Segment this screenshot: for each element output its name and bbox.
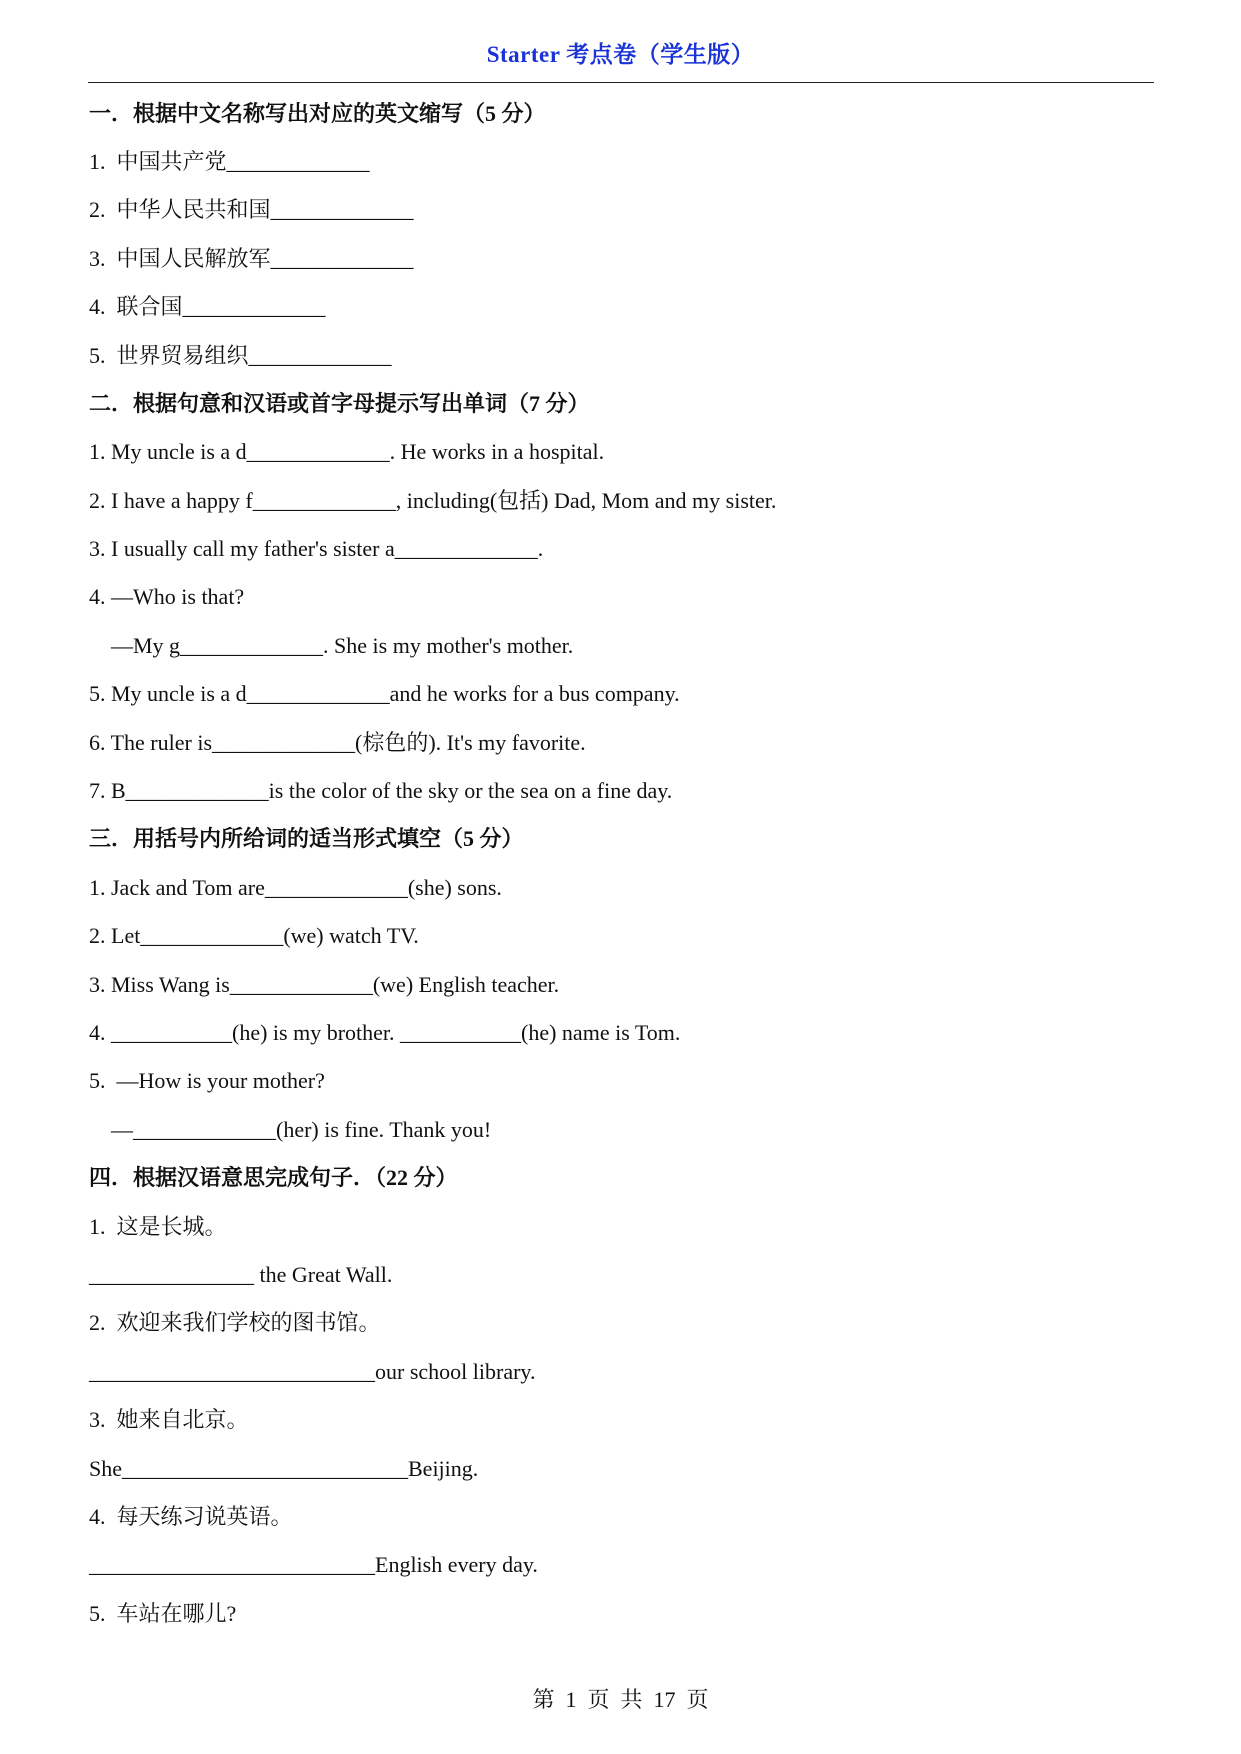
page-header: Starter 考点卷（学生版） [486,42,755,67]
section-1-item-3: 3. 中国人民解放军_____________ [89,246,414,271]
section-4-item-3-answer: She__________________________Beijing. [89,1456,479,1481]
section-2-item-5: 5. My uncle is a d_____________and he works for a bus company. [89,681,680,706]
header-rule [88,82,1154,83]
section-4-item-5: 5. 车站在哪儿? [89,1601,237,1626]
section-2-item-1: 1. My uncle is a d_____________. He works in a hospital. [89,439,605,464]
section-4-item-4: 4. 每天练习说英语。 [89,1504,293,1529]
section-3-item-1: 1. Jack and Tom are_____________(she) sons. [89,875,502,900]
section-3-item-5: 5. —How is your mother? [89,1068,325,1093]
section-2-item-6: 6. The ruler is_____________(棕色的). It's my favorite. [89,730,586,755]
page-footer: 第 1 页 共 17 页 [532,1687,709,1712]
section-4-title: 四．根据汉语意思完成句子．（22 分） [89,1165,458,1190]
section-2-item-4: 4. —Who is that? [89,584,245,609]
section-3-title: 三．用括号内所给词的适当形式填空（5 分） [89,826,524,851]
section-3-item-5-answer: —_____________(her) is fine. Thank you! [111,1117,492,1142]
section-4-item-3: 3. 她来自北京。 [89,1407,249,1432]
section-1-item-2: 2. 中华人民共和国_____________ [89,197,414,222]
section-2-item-2: 2. I have a happy f_____________, including(包括) Dad, Mom and my sister. [89,488,777,513]
section-3-item-4: 4. ___________(he) is my brother. ___________(he) name is Tom. [89,1020,681,1045]
section-4-item-1-answer: _______________ the Great Wall. [89,1262,393,1287]
section-3-item-3: 3. Miss Wang is_____________(we) English teacher. [89,972,560,997]
section-4-item-2: 2. 欢迎来我们学校的图书馆。 [89,1310,381,1335]
section-4-item-2-answer: __________________________our school library. [89,1359,536,1384]
section-2-title: 二．根据句意和汉语或首字母提示写出单词（7 分） [89,391,590,416]
section-2-item-7: 7. B_____________is the color of the sky or the sea on a fine day. [89,778,673,803]
section-4-item-1: 1. 这是长城。 [89,1214,227,1239]
section-1-item-5: 5. 世界贸易组织_____________ [89,343,392,368]
section-2-item-3: 3. I usually call my father's sister a_____________. [89,536,544,561]
section-1-title: 一．根据中文名称写出对应的英文缩写（5 分） [89,101,546,126]
section-1-item-4: 4. 联合国_____________ [89,294,326,319]
section-3-item-2: 2. Let_____________(we) watch TV. [89,923,419,948]
section-2-item-4-answer: —My g_____________. She is my mother's mother. [111,633,574,658]
section-1-item-1: 1. 中国共产党_____________ [89,149,370,174]
section-4-item-4-answer: __________________________English every day. [89,1552,538,1577]
